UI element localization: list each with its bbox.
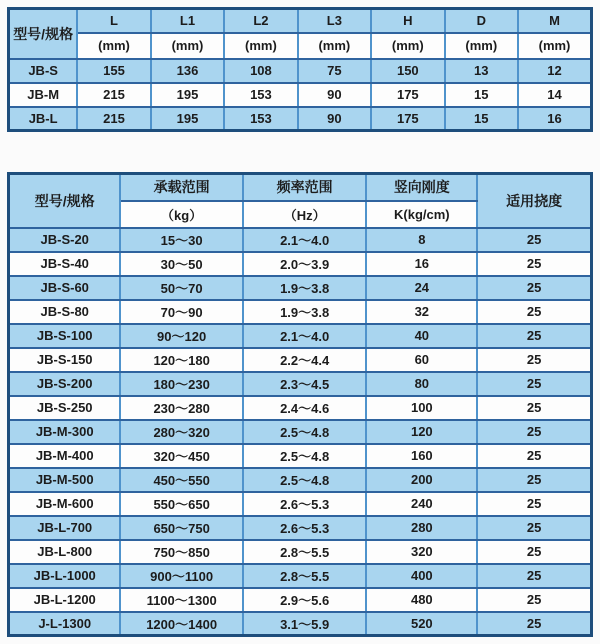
load-cell: 230～280	[120, 396, 242, 420]
table-row	[9, 107, 592, 131]
value-cell: 75	[298, 59, 371, 83]
model-cell: JB-S-250	[9, 396, 121, 420]
load-cell: 30～50	[120, 252, 242, 276]
table-row	[9, 83, 592, 107]
model-cell: JB-M-300	[9, 420, 121, 444]
stiffness-cell: 8	[366, 228, 477, 252]
dims-header-row	[9, 9, 592, 33]
spec-header-row	[9, 174, 592, 201]
model-cell: JB-M	[9, 83, 78, 107]
stiffness-cell: 240	[366, 492, 477, 516]
value-cell: 175	[371, 83, 444, 107]
value-cell: 150	[371, 59, 444, 83]
stiffness-cell: 80	[366, 372, 477, 396]
deflection-cell: 25	[477, 564, 591, 588]
table-row	[9, 300, 592, 324]
model-cell: JB-S-60	[9, 276, 121, 300]
stiffness-cell: 40	[366, 324, 477, 348]
unit-cell: (mm)	[224, 33, 297, 59]
table-row	[9, 59, 592, 83]
model-cell: JB-S-200	[9, 372, 121, 396]
table-row	[9, 396, 592, 420]
deflection-cell: 25	[477, 540, 591, 564]
table-row	[9, 492, 592, 516]
table-row	[9, 444, 592, 468]
deflection-cell: 25	[477, 252, 591, 276]
value-cell: 215	[77, 83, 150, 107]
frequency-cell: 1.9～3.8	[243, 300, 367, 324]
dims-units-row	[9, 33, 592, 59]
unit-cell: (mm)	[298, 33, 371, 59]
value-cell: 15	[445, 107, 518, 131]
value-cell: 153	[224, 107, 297, 131]
deflection-cell: 25	[477, 612, 591, 636]
dimensions-table	[7, 7, 593, 132]
model-cell: JB-M-400	[9, 444, 121, 468]
load-cell: 750～850	[120, 540, 242, 564]
deflection-cell: 25	[477, 324, 591, 348]
table-row	[9, 348, 592, 372]
table-row	[9, 252, 592, 276]
frequency-cell: 2.8～5.5	[243, 564, 367, 588]
load-cell: 1200～1400	[120, 612, 242, 636]
table-row	[9, 516, 592, 540]
table-row	[9, 588, 592, 612]
column-header-frequency-range: 频率范围	[243, 174, 367, 201]
unit-cell: （kg）	[120, 201, 242, 228]
model-cell: JB-M-500	[9, 468, 121, 492]
value-cell: 153	[224, 83, 297, 107]
frequency-cell: 2.9～5.6	[243, 588, 367, 612]
unit-cell: K(kg/cm)	[366, 201, 477, 228]
unit-cell: (mm)	[77, 33, 150, 59]
deflection-cell: 25	[477, 396, 591, 420]
table-row	[9, 228, 592, 252]
unit-cell: (mm)	[518, 33, 592, 59]
table-row	[9, 612, 592, 636]
stiffness-cell: 120	[366, 420, 477, 444]
deflection-cell: 25	[477, 300, 591, 324]
deflection-cell: 25	[477, 468, 591, 492]
value-cell: 12	[518, 59, 592, 83]
spec-table	[7, 172, 593, 637]
value-cell: 215	[77, 107, 150, 131]
value-cell: 90	[298, 107, 371, 131]
stiffness-cell: 520	[366, 612, 477, 636]
stiffness-cell: 400	[366, 564, 477, 588]
load-cell: 1100～1300	[120, 588, 242, 612]
load-cell: 450～550	[120, 468, 242, 492]
frequency-cell: 1.9～3.8	[243, 276, 367, 300]
column-header-load-range: 承载范围	[120, 174, 242, 201]
table-row	[9, 420, 592, 444]
value-cell: 108	[224, 59, 297, 83]
column-header-applicable-deflection: 适用挠度	[477, 174, 591, 228]
table-row	[9, 372, 592, 396]
model-cell: JB-S-100	[9, 324, 121, 348]
value-cell: 175	[371, 107, 444, 131]
stiffness-cell: 160	[366, 444, 477, 468]
frequency-cell: 2.1～4.0	[243, 324, 367, 348]
frequency-cell: 2.5～4.8	[243, 420, 367, 444]
model-cell: JB-L-1200	[9, 588, 121, 612]
model-cell: JB-L-700	[9, 516, 121, 540]
table-row	[9, 468, 592, 492]
model-cell: JB-L-1000	[9, 564, 121, 588]
value-cell: 15	[445, 83, 518, 107]
column-header-L1: L1	[151, 9, 224, 33]
frequency-cell: 2.6～5.3	[243, 516, 367, 540]
column-header-L3: L3	[298, 9, 371, 33]
frequency-cell: 2.4～4.6	[243, 396, 367, 420]
spec-corner-header: 型号/规格	[9, 174, 121, 228]
model-cell: JB-L-800	[9, 540, 121, 564]
column-header-H: H	[371, 9, 444, 33]
dims-corner-header: 型号/规格	[9, 9, 78, 59]
load-cell: 120～180	[120, 348, 242, 372]
stiffness-cell: 100	[366, 396, 477, 420]
table-row	[9, 564, 592, 588]
stiffness-cell: 200	[366, 468, 477, 492]
deflection-cell: 25	[477, 444, 591, 468]
value-cell: 16	[518, 107, 592, 131]
deflection-cell: 25	[477, 348, 591, 372]
model-cell: JB-L	[9, 107, 78, 131]
value-cell: 14	[518, 83, 592, 107]
stiffness-cell: 60	[366, 348, 477, 372]
deflection-cell: 25	[477, 516, 591, 540]
value-cell: 195	[151, 107, 224, 131]
table-row	[9, 324, 592, 348]
table-row	[9, 540, 592, 564]
column-header-vertical-stiffness: 竖向刚度	[366, 174, 477, 201]
frequency-cell: 2.0～3.9	[243, 252, 367, 276]
frequency-cell: 2.8～5.5	[243, 540, 367, 564]
model-cell: JB-S-80	[9, 300, 121, 324]
load-cell: 280～320	[120, 420, 242, 444]
deflection-cell: 25	[477, 492, 591, 516]
stiffness-cell: 320	[366, 540, 477, 564]
load-cell: 90～120	[120, 324, 242, 348]
load-cell: 650～750	[120, 516, 242, 540]
value-cell: 136	[151, 59, 224, 83]
value-cell: 155	[77, 59, 150, 83]
unit-cell: (mm)	[445, 33, 518, 59]
unit-cell: （Hz）	[243, 201, 367, 228]
frequency-cell: 2.3～4.5	[243, 372, 367, 396]
column-header-M: M	[518, 9, 592, 33]
frequency-cell: 2.6～5.3	[243, 492, 367, 516]
table-row	[9, 276, 592, 300]
deflection-cell: 25	[477, 420, 591, 444]
model-cell: J-L-1300	[9, 612, 121, 636]
stiffness-cell: 32	[366, 300, 477, 324]
model-cell: JB-S-150	[9, 348, 121, 372]
load-cell: 180～230	[120, 372, 242, 396]
model-cell: JB-S-40	[9, 252, 121, 276]
value-cell: 90	[298, 83, 371, 107]
frequency-cell: 2.5～4.8	[243, 468, 367, 492]
unit-cell: (mm)	[151, 33, 224, 59]
load-cell: 50～70	[120, 276, 242, 300]
deflection-cell: 25	[477, 228, 591, 252]
column-header-L2: L2	[224, 9, 297, 33]
load-cell: 900～1100	[120, 564, 242, 588]
frequency-cell: 2.5～4.8	[243, 444, 367, 468]
value-cell: 195	[151, 83, 224, 107]
deflection-cell: 25	[477, 588, 591, 612]
load-cell: 320～450	[120, 444, 242, 468]
frequency-cell: 2.1～4.0	[243, 228, 367, 252]
unit-cell: (mm)	[371, 33, 444, 59]
stiffness-cell: 16	[366, 252, 477, 276]
deflection-cell: 25	[477, 372, 591, 396]
value-cell: 13	[445, 59, 518, 83]
frequency-cell: 2.2～4.4	[243, 348, 367, 372]
model-cell: JB-S-20	[9, 228, 121, 252]
stiffness-cell: 24	[366, 276, 477, 300]
load-cell: 70～90	[120, 300, 242, 324]
load-cell: 550～650	[120, 492, 242, 516]
load-cell: 15～30	[120, 228, 242, 252]
frequency-cell: 3.1～5.9	[243, 612, 367, 636]
column-header-L: L	[77, 9, 150, 33]
column-header-D: D	[445, 9, 518, 33]
stiffness-cell: 480	[366, 588, 477, 612]
model-cell: JB-M-600	[9, 492, 121, 516]
stiffness-cell: 280	[366, 516, 477, 540]
model-cell: JB-S	[9, 59, 78, 83]
deflection-cell: 25	[477, 276, 591, 300]
